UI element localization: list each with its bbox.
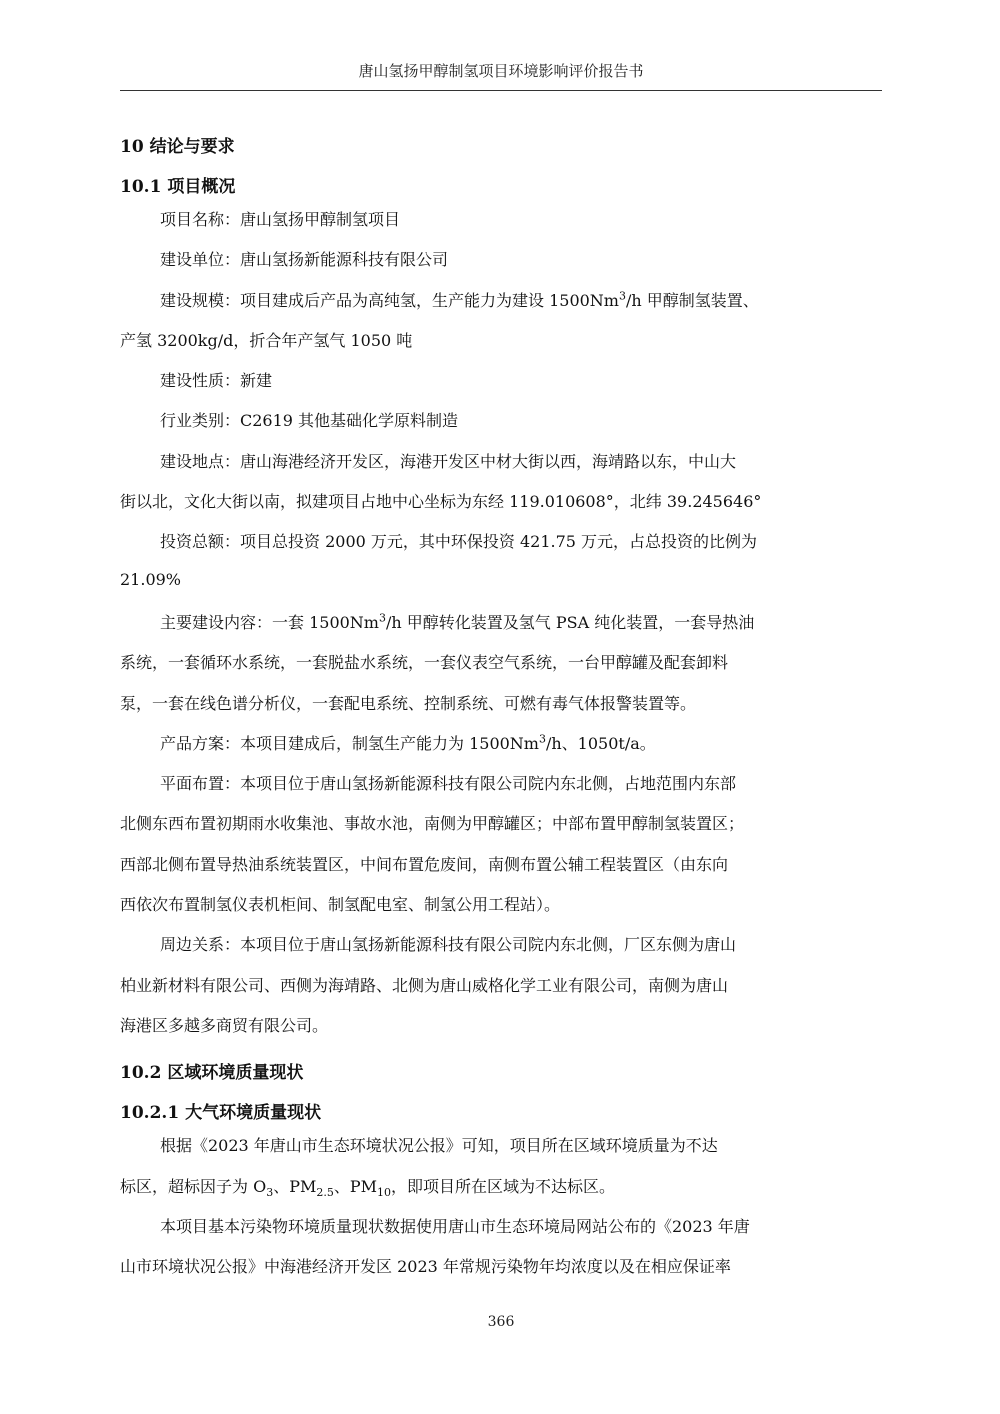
paragraph-line: 行业类别：C2619 其他基础化学原料制造 (160, 411, 459, 431)
section-heading-10: 10 结论与要求 (120, 137, 235, 157)
text-span: ，即项目所在区域为不达标区。 (391, 1176, 616, 1196)
paragraph-line: 根据《2023 年唐山市生态环境状况公报》可知，项目所在区域环境质量为不达 (160, 1136, 718, 1156)
paragraph-line: 山市环境状况公报》中海港经济开发区 2023 年常规污染物年均浓度以及在相应保证率 (120, 1257, 731, 1277)
page-number: 366 (487, 1314, 515, 1330)
paragraph-line (120, 288, 882, 328)
paragraph-line: 项目名称：唐山氢扬甲醇制氢项目 (160, 210, 401, 229)
paragraph-line: 柏业新材料有限公司、西侧为海靖路、北侧为唐山威格化学工业有限公司，南侧为唐山 (120, 975, 729, 995)
paragraph-line: 21.09% (120, 569, 182, 589)
text-span: 产品方案：本项目建成后，制氢生产能力为 1500Nm (160, 733, 539, 753)
paragraph-line (120, 610, 882, 650)
superscript: 3 (618, 289, 626, 303)
text-span: 、PM (273, 1176, 317, 1196)
paragraph-line: 投资总额：项目总投资 2000 万元，其中环保投资 421.75 万元，占总投资的比例为 (160, 532, 758, 552)
paragraph-line: 周边关系：本项目位于唐山氢扬新能源科技有限公司院内东北侧，厂区东侧为唐山 (160, 935, 737, 955)
paragraph-line: 建设地点：唐山海港经济开发区，海港开发区中材大街以西，海靖路以东，中山大 (160, 451, 737, 471)
section-heading-10-2: 10.2 区域环境质量现状 (120, 1063, 304, 1084)
running-header: 唐山氢扬甲醇制氢项目环境影响评价报告书 (358, 62, 644, 80)
document-body (120, 127, 882, 1294)
paragraph-line: 街以北，文化大街以南，拟建项目占地中心坐标为东经 119.010608°，北纬 39.245646° (120, 492, 762, 512)
text-span: 标区，超标因子为 O (120, 1176, 267, 1196)
paragraph-line: 产氢 3200kg/d，折合年产氢气 1050 吨 (120, 330, 413, 350)
text-span: /h 甲醇制氢装置、 (625, 290, 759, 310)
text-span: 、PM (333, 1176, 378, 1196)
text-span: /h、1050t/a。 (545, 733, 656, 753)
header-rule (120, 90, 882, 91)
paragraph-line: 海港区多越多商贸有限公司。 (120, 1015, 329, 1035)
section-heading-10-1: 10.1 项目概况 (120, 177, 236, 197)
paragraph-line: 西依次布置制氢仪表机柜间、制氢配电室、制氢公用工程站）。 (120, 895, 561, 915)
paragraph-line: 建设性质：新建 (160, 371, 273, 391)
paragraph-line: 泵，一套在线色谱分析仪，一套配电系统、控制系统、可燃有毒气体报警装置等。 (120, 693, 697, 713)
text-span: 建设规模：项目建成后产品为高纯氢，生产能力为建设 1500Nm (160, 290, 619, 310)
subscript: 10 (377, 1185, 392, 1199)
superscript: 3 (378, 611, 386, 625)
paragraph-line: 北侧东西布置初期雨水收集池、事故水池，南侧为甲醇罐区；中部布置甲醇制氢装置区； (120, 814, 745, 834)
subscript: 2.5 (316, 1185, 334, 1199)
paragraph-line: 系统，一套循环水系统，一套脱盐水系统，一套仪表空气系统，一台甲醇罐及配套卸料 (120, 653, 729, 673)
paragraph-line: 平面布置：本项目位于唐山氢扬新能源科技有限公司院内东北侧，占地范围内东部 (160, 774, 737, 794)
text-span: 主要建设内容：一套 1500Nm (160, 612, 379, 632)
paragraph-line: 西部北侧布置导热油系统装置区，中间布置危废间，南侧布置公辅工程装置区（由东向 (120, 854, 729, 874)
paragraph-line (120, 731, 882, 771)
paragraph-line: 建设单位：唐山氢扬新能源科技有限公司 (160, 250, 449, 270)
paragraph-line (120, 1174, 882, 1214)
paragraph-line: 本项目基本污染物环境质量现状数据使用唐山市生态环境局网站公布的《2023 年唐 (160, 1216, 750, 1236)
text-span: /h 甲醇转化装置及氢气 PSA 纯化装置，一套导热油 (385, 612, 755, 632)
section-heading-10-2-1: 10.2.1 大气环境质量现状 (120, 1103, 322, 1124)
subscript: 3 (266, 1185, 274, 1199)
superscript: 3 (538, 732, 546, 746)
